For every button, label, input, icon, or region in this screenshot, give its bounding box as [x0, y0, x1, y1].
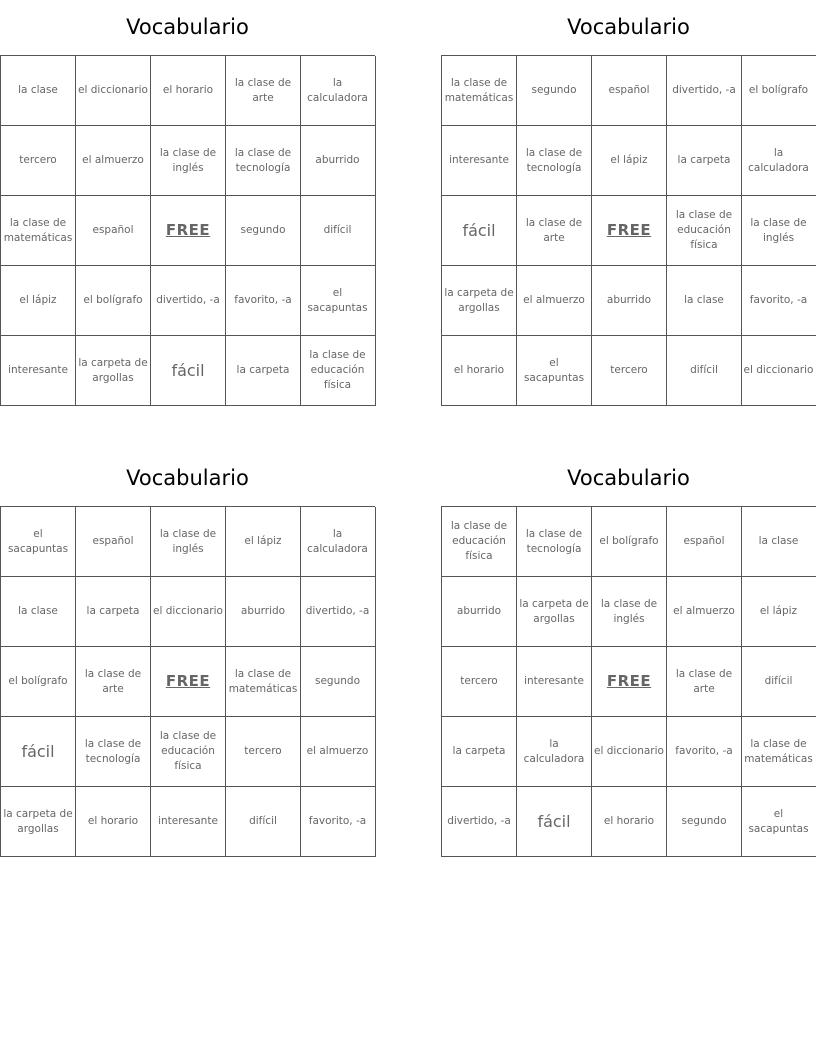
cell-word: tercero — [19, 154, 57, 166]
cell-word: aburrido — [456, 605, 502, 617]
bingo-cell[interactable] — [517, 126, 592, 196]
cell-word: el almuerzo — [306, 745, 369, 757]
cell-word: el sacapuntas — [7, 527, 69, 555]
cell-word: el sacapuntas — [307, 286, 368, 314]
bingo-cell[interactable] — [1, 717, 76, 787]
bingo-cell[interactable] — [442, 266, 517, 336]
bingo-cell[interactable] — [592, 717, 667, 787]
bingo-cell[interactable] — [76, 126, 151, 196]
free-space-label: FREE — [165, 221, 211, 239]
cell-word: la clase — [18, 84, 58, 96]
bingo-cell[interactable] — [1, 647, 76, 717]
bingo-cell[interactable] — [517, 787, 592, 857]
bingo-cell[interactable] — [1, 196, 76, 266]
bingo-cell[interactable] — [226, 647, 301, 717]
cell-word: el diccionario — [153, 605, 223, 617]
bingo-cell[interactable] — [300, 266, 376, 336]
bingo-cell[interactable] — [300, 577, 376, 647]
bingo-cell[interactable] — [151, 717, 226, 787]
cell-word: español — [608, 84, 650, 96]
bingo-cell[interactable] — [442, 577, 517, 647]
bingo-cell[interactable] — [442, 56, 517, 126]
bingo-cell[interactable] — [76, 717, 151, 787]
bingo-cell[interactable] — [442, 647, 517, 717]
cell-word: interesante — [158, 815, 218, 827]
bingo-cell[interactable] — [1, 787, 76, 857]
cell-word: divertido, -a — [156, 294, 220, 306]
bingo-cell[interactable] — [741, 336, 816, 406]
cell-word: difícil — [249, 815, 277, 827]
cell-word: el almuerzo — [82, 154, 144, 166]
bingo-cell[interactable] — [1, 126, 76, 196]
bingo-cell[interactable] — [517, 56, 592, 126]
cell-word: divertido, -a — [672, 84, 736, 96]
free-space-label: FREE — [606, 672, 652, 690]
cell-word: difícil — [323, 224, 352, 236]
cell-word: la carpeta — [677, 154, 731, 166]
cell-word: el diccionario — [78, 84, 148, 96]
cell-word: favorito, -a — [749, 294, 808, 306]
bingo-cell[interactable] — [151, 56, 226, 126]
cell-word: la clase de arte — [84, 667, 142, 695]
cell-word: el horario — [87, 815, 139, 827]
bingo-cell[interactable] — [667, 647, 742, 717]
free-space-cell[interactable] — [592, 647, 667, 717]
bingo-cell[interactable] — [76, 647, 151, 717]
cell-word: el almuerzo — [673, 605, 735, 617]
bingo-cell[interactable] — [1, 577, 76, 647]
bingo-cell[interactable] — [300, 507, 376, 577]
bingo-cell[interactable] — [1, 507, 76, 577]
cell-word: el sacapuntas — [523, 356, 585, 384]
card-title: Vocabulario — [567, 466, 690, 490]
cell-word: segundo — [531, 84, 577, 96]
bingo-cell[interactable] — [592, 336, 667, 406]
bingo-cell[interactable] — [151, 336, 226, 406]
bingo-cell[interactable] — [226, 266, 301, 336]
bingo-cell[interactable] — [667, 717, 742, 787]
bingo-cell[interactable] — [76, 507, 151, 577]
bingo-cell[interactable] — [741, 266, 816, 336]
bingo-cell[interactable] — [300, 56, 376, 126]
cell-word: la clase de inglés — [159, 146, 217, 174]
cell-word: la calculadora — [523, 737, 585, 765]
bingo-cell[interactable] — [300, 787, 376, 857]
cell-word: la calculadora — [748, 146, 809, 174]
cell-word: la clase de tecnología — [525, 527, 583, 555]
bingo-cell[interactable] — [517, 647, 592, 717]
bingo-cell[interactable] — [667, 126, 742, 196]
cell-word: el bolígrafo — [83, 294, 143, 306]
bingo-cell[interactable] — [76, 56, 151, 126]
bingo-grid — [441, 506, 816, 857]
cell-word: la carpeta — [452, 745, 506, 757]
cell-word: la clase de matemáticas — [444, 76, 514, 104]
cell-word: segundo — [681, 815, 727, 827]
cell-word: la clase de arte — [675, 667, 733, 695]
cell-word: español — [92, 224, 134, 236]
bingo-cell[interactable] — [300, 196, 376, 266]
bingo-cell[interactable] — [300, 717, 376, 787]
card-title: Vocabulario — [567, 15, 690, 39]
bingo-cell[interactable] — [517, 717, 592, 787]
cell-word: tercero — [460, 675, 498, 687]
cell-word: la clase — [758, 535, 799, 547]
cell-word: la carpeta — [236, 364, 290, 376]
bingo-cell[interactable] — [517, 196, 592, 266]
cell-word: difícil — [690, 364, 718, 376]
bingo-cell[interactable] — [592, 577, 667, 647]
bingo-cell[interactable] — [667, 787, 742, 857]
cell-word: el bolígrafo — [8, 675, 68, 687]
bingo-cell[interactable] — [151, 266, 226, 336]
cell-word: tercero — [610, 364, 648, 376]
cell-word: divertido, -a — [447, 815, 511, 827]
cell-word: la clase de inglés — [159, 527, 217, 555]
bingo-cell[interactable] — [741, 126, 816, 196]
cell-word: español — [92, 535, 134, 547]
cell-word: aburrido — [240, 605, 286, 617]
cell-word: favorito, -a — [234, 294, 292, 306]
cell-word: la clase de educación física — [675, 209, 733, 251]
cell-word: la clase — [18, 605, 58, 617]
bingo-cell[interactable] — [517, 266, 592, 336]
cell-word: la clase de tecnología — [234, 146, 292, 174]
cell-word: la clase de educación física — [159, 730, 217, 772]
bingo-cell[interactable] — [226, 196, 301, 266]
bingo-cell[interactable] — [592, 507, 667, 577]
cell-word: favorito, -a — [675, 745, 733, 757]
bingo-cell[interactable] — [442, 126, 517, 196]
cell-word: la calculadora — [307, 527, 368, 555]
cell-word: la clase de educación física — [450, 520, 508, 562]
cell-word: interesante — [8, 364, 68, 376]
cell-word: español — [683, 535, 725, 547]
cell-word: divertido, -a — [305, 605, 370, 617]
bingo-cell[interactable] — [667, 266, 742, 336]
cell-word: segundo — [315, 675, 360, 687]
cell-word: la carpeta de argollas — [3, 807, 73, 835]
bingo-cell[interactable] — [226, 56, 301, 126]
bingo-cell[interactable] — [592, 787, 667, 857]
cell-word: la clase de arte — [234, 76, 292, 104]
bingo-cell[interactable] — [592, 266, 667, 336]
cell-word: tercero — [244, 745, 282, 757]
bingo-cell[interactable] — [300, 126, 376, 196]
cell-word: la clase de matemáticas — [228, 667, 298, 695]
bingo-cell[interactable] — [226, 577, 301, 647]
cell-word: la carpeta de argollas — [444, 286, 514, 314]
cell-word: la clase de tecnología — [525, 146, 583, 174]
bingo-cell[interactable] — [517, 507, 592, 577]
cell-word: el almuerzo — [523, 294, 585, 306]
bingo-cell[interactable] — [442, 336, 517, 406]
bingo-grid — [441, 55, 816, 406]
bingo-cell[interactable] — [226, 507, 301, 577]
cell-word: el lápiz — [610, 154, 648, 166]
cell-word: fácil — [21, 741, 55, 761]
cell-word: el sacapuntas — [748, 807, 809, 835]
cell-word: el lápiz — [759, 605, 798, 617]
cell-word: segundo — [240, 224, 286, 236]
bingo-cell[interactable] — [1, 56, 76, 126]
free-space-cell[interactable] — [151, 647, 226, 717]
cell-word: la clase de educación física — [309, 349, 366, 391]
bingo-cell[interactable] — [76, 787, 151, 857]
cell-word: la clase de inglés — [750, 216, 807, 244]
bingo-cell[interactable] — [226, 717, 301, 787]
cell-word: la clase de tecnología — [84, 737, 142, 765]
bingo-cell[interactable] — [151, 577, 226, 647]
cell-word: el horario — [453, 364, 505, 376]
cell-word: la calculadora — [307, 76, 368, 104]
cell-word: la carpeta de argollas — [519, 597, 589, 625]
cell-word: el lápiz — [19, 294, 57, 306]
bingo-cell[interactable] — [667, 336, 742, 406]
cell-word: aburrido — [606, 294, 652, 306]
bingo-cell[interactable] — [667, 56, 742, 126]
cell-word: difícil — [764, 675, 793, 687]
bingo-cell[interactable] — [442, 787, 517, 857]
bingo-cell[interactable] — [442, 717, 517, 787]
cell-word: el bolígrafo — [599, 535, 659, 547]
cell-word: la clase de matemáticas — [744, 737, 813, 765]
bingo-cell[interactable] — [76, 577, 151, 647]
free-space-cell[interactable] — [151, 196, 226, 266]
bingo-cell[interactable] — [741, 647, 816, 717]
cell-word: interesante — [524, 675, 584, 687]
bingo-cell[interactable] — [517, 577, 592, 647]
bingo-cell[interactable] — [741, 196, 816, 266]
bingo-grid — [0, 55, 375, 406]
cell-word: fácil — [171, 360, 205, 380]
bingo-cell[interactable] — [151, 507, 226, 577]
bingo-cell[interactable] — [592, 56, 667, 126]
free-space-cell[interactable] — [592, 196, 667, 266]
cell-word: la clase — [684, 294, 724, 306]
bingo-cell[interactable] — [741, 577, 816, 647]
cell-word: el horario — [162, 84, 214, 96]
cell-word: interesante — [449, 154, 509, 166]
cell-word: el bolígrafo — [748, 84, 809, 96]
bingo-cell[interactable] — [76, 336, 151, 406]
bingo-cell[interactable] — [151, 126, 226, 196]
cell-word: la clase de inglés — [600, 597, 658, 625]
cell-word: fácil — [537, 811, 571, 831]
cell-word: la carpeta de argollas — [78, 356, 148, 384]
bingo-cell[interactable] — [151, 787, 226, 857]
card-title: Vocabulario — [126, 466, 249, 490]
cell-word: el diccionario — [594, 745, 664, 757]
bingo-cell[interactable] — [667, 507, 742, 577]
bingo-cell[interactable] — [76, 196, 151, 266]
bingo-cell[interactable] — [1, 336, 76, 406]
bingo-cell[interactable] — [442, 507, 517, 577]
cell-word: fácil — [462, 220, 496, 240]
cell-word: el lápiz — [244, 535, 282, 547]
free-space-label: FREE — [606, 221, 652, 239]
bingo-cell[interactable] — [741, 56, 816, 126]
card-title: Vocabulario — [126, 15, 249, 39]
cell-word: la clase de arte — [525, 216, 583, 244]
bingo-cell[interactable] — [1, 266, 76, 336]
bingo-cell[interactable] — [300, 336, 376, 406]
cell-word: favorito, -a — [308, 815, 367, 827]
bingo-cell[interactable] — [592, 126, 667, 196]
bingo-cell[interactable] — [226, 787, 301, 857]
bingo-cell[interactable] — [667, 577, 742, 647]
bingo-cell[interactable] — [517, 336, 592, 406]
cell-word: la carpeta — [86, 605, 140, 617]
bingo-cell[interactable] — [741, 507, 816, 577]
free-space-label: FREE — [165, 672, 211, 690]
cell-word: aburrido — [315, 154, 360, 166]
bingo-cell[interactable] — [226, 126, 301, 196]
bingo-cell[interactable] — [76, 266, 151, 336]
bingo-cell[interactable] — [667, 196, 742, 266]
cell-word: el diccionario — [743, 364, 814, 376]
bingo-cell[interactable] — [741, 717, 816, 787]
bingo-grid — [0, 506, 375, 857]
bingo-cell[interactable] — [741, 787, 816, 857]
cell-word: el horario — [603, 815, 655, 827]
cell-word: la clase de matemáticas — [3, 216, 73, 244]
bingo-cell[interactable] — [442, 196, 517, 266]
bingo-cell[interactable] — [300, 647, 376, 717]
bingo-cell[interactable] — [226, 336, 301, 406]
